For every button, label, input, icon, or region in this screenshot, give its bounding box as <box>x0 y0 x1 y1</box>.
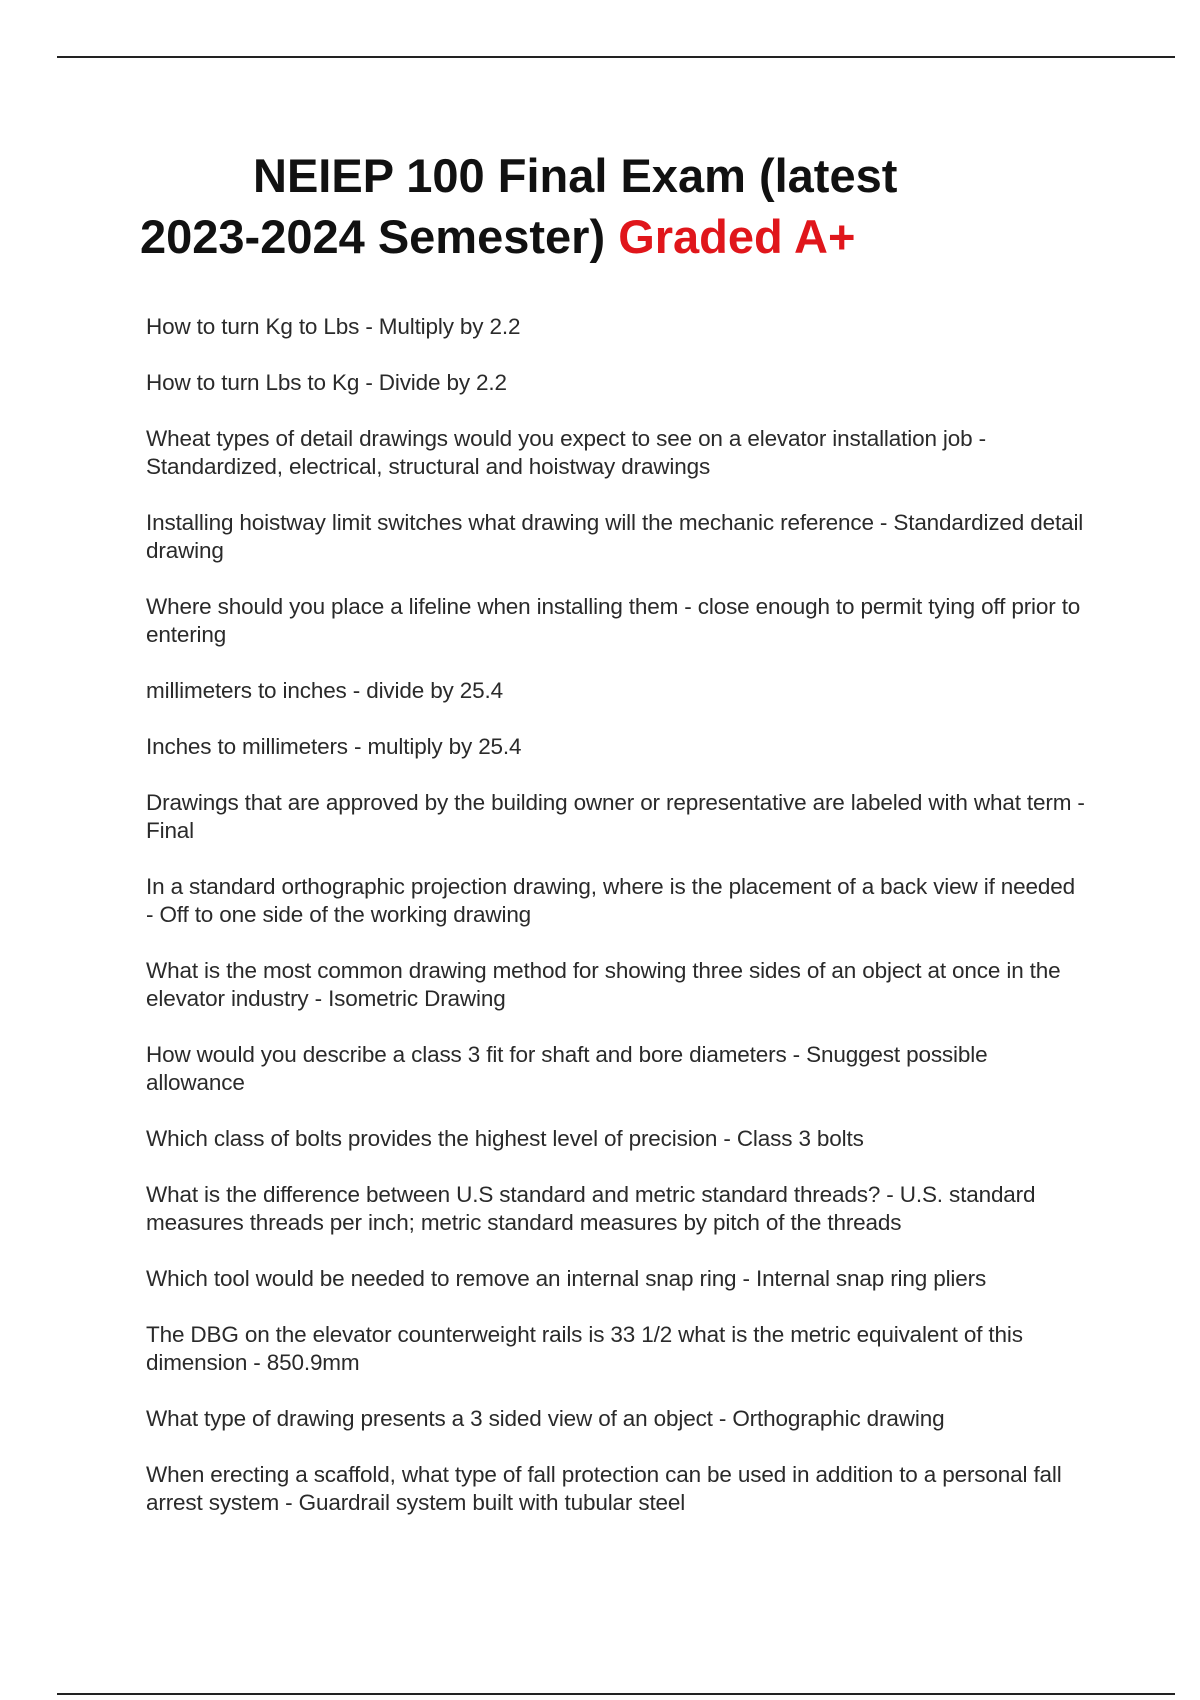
qa-item: Installing hoistway limit switches what drawing will the mechanic reference - Standardized detail drawing <box>146 510 1084 563</box>
qa-item: Wheat types of detail drawings would you expect to see on a elevator installation job - Standardized, electrical, structural and hoistway drawings <box>146 426 986 479</box>
qa-item: What type of drawing presents a 3 sided view of an object - Orthographic drawing <box>146 1406 945 1431</box>
title-line-1: NEIEP 100 Final Exam (latest <box>253 149 898 202</box>
page-title <box>140 145 1095 267</box>
qa-item: What is the most common drawing method for showing three sides of an object at once in the elevator industry - Isometric Drawing <box>146 958 1061 1011</box>
qa-item: In a standard orthographic projection drawing, where is the placement of a back view if needed - Off to one side of the working drawing <box>146 874 1075 927</box>
qa-item: How to turn Lbs to Kg - Divide by 2.2 <box>146 370 507 395</box>
qa-item: When erecting a scaffold, what type of fall protection can be used in addition to a personal fall arrest system - Guardrail system built with tubular steel <box>146 1462 1062 1515</box>
qa-item: Inches to millimeters - multiply by 25.4 <box>146 734 522 759</box>
qa-item: Where should you place a lifeline when installing them - close enough to permit tying off prior to entering <box>146 594 1081 647</box>
qa-item: Which tool would be needed to remove an internal snap ring - Internal snap ring pliers <box>146 1266 987 1291</box>
qa-item: How would you describe a class 3 fit for shaft and bore diameters - Snuggest possible allowance <box>146 1042 988 1095</box>
question-answer-list <box>146 313 1086 1545</box>
bottom-rule <box>57 1693 1175 1695</box>
qa-item: millimeters to inches - divide by 25.4 <box>146 678 503 703</box>
qa-item: Drawings that are approved by the building owner or representative are labeled with what term - Final <box>146 790 1085 843</box>
title-line-2 <box>140 206 1095 267</box>
title-semester: 2023-2024 Semester) <box>140 210 606 263</box>
qa-item: The DBG on the elevator counterweight rails is 33 1/2 what is the metric equivalent of this dimension - 850.9mm <box>146 1322 1023 1375</box>
qa-item: How to turn Kg to Lbs - Multiply by 2.2 <box>146 314 521 339</box>
qa-item: Which class of bolts provides the highest level of precision - Class 3 bolts <box>146 1126 864 1151</box>
qa-item: What is the difference between U.S standard and metric standard threads? - U.S. standard measures threads per inch; metric standard measures by pitch of the threads <box>146 1182 1036 1235</box>
grade-label: Graded A+ <box>618 210 856 263</box>
top-rule <box>57 56 1175 58</box>
